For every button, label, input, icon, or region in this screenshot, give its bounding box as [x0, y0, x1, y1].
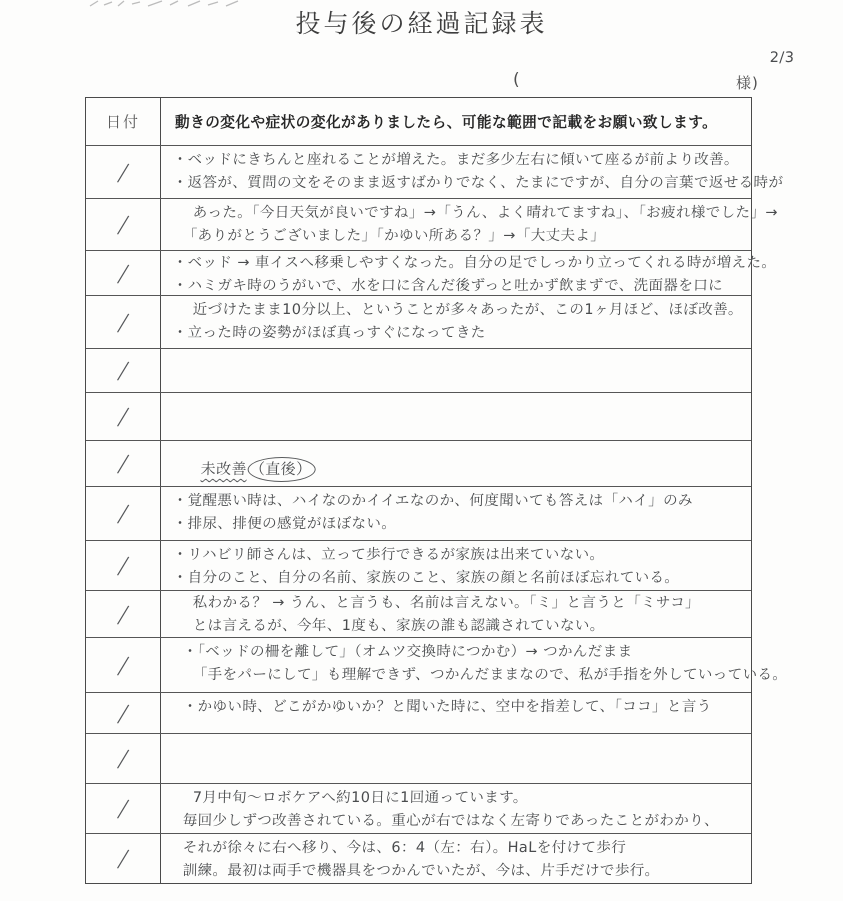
handwriting-line: ・かゆい時、どこがかゆいか？と聞いた時に、空中を指差して、「ココ」と言う — [182, 699, 712, 715]
handwriting-line: ・リハビリ師さんは、立って歩行できるが家族は出来ていない。 — [172, 547, 605, 563]
entry-cell — [161, 638, 788, 692]
handwriting-line: ・覚醒悪い時は、ハイなのかイイエなのか、何度聞いても答えは「ハイ」のみ — [172, 493, 694, 509]
date-slash: / — [115, 598, 131, 630]
handwriting-line: ・ハミガキ時のうがいで、水を口に含んだ後ずっと吐かず飲まずで、洗面器を口に — [172, 278, 724, 294]
table-row — [86, 591, 751, 638]
date-cell — [86, 441, 161, 486]
date-cell — [86, 251, 161, 295]
entry-cell — [161, 393, 751, 440]
entry-cell — [161, 251, 777, 295]
entry-cell — [161, 487, 751, 540]
entry-cell — [161, 441, 751, 486]
date-cell — [86, 541, 161, 590]
handwriting-line: あった。「今日天気が良いですね」→「うん、よく晴れてますね」、「お疲れ様でした」→ — [192, 205, 779, 221]
handwriting-line: 近づけたまま10分以上、ということが多々あったが、この1ヶ月ほど、ほぼ改善。 — [192, 302, 744, 318]
handwriting-line: 「手をパーにして」も理解できず、つかんだままなので、私が手指を外していっている。 — [192, 667, 788, 683]
table-row — [86, 251, 777, 296]
handwriting-line: それが徐々に右へ移り、今は、6：4（左：右）。HaLを付けて歩行 — [182, 840, 627, 856]
handwriting-line: ・立った時の姿勢がほぼ真っすぐになってきた — [172, 325, 486, 341]
name-field-close-label: 様) — [736, 74, 759, 92]
handwriting-line: ・自分のこと、自分の名前、家族のこと、家族の顔と名前ほぼ忘れている。 — [172, 570, 680, 586]
date-slash: / — [115, 156, 131, 188]
date-cell — [86, 638, 161, 692]
table-row — [86, 441, 751, 487]
handwriting-line: 私わかる？ → うん、と言うも、名前は言えない。「ミ」と言うと「ミサコ」 — [192, 595, 701, 611]
page-number: 2/3 — [769, 50, 795, 66]
column-header-date: 日付 — [86, 98, 161, 145]
handwriting-line: 「ありがとうございました」「かゆい所ある？」→「大丈夫よ」 — [182, 228, 606, 244]
entry-cell — [161, 296, 751, 348]
handwriting-line: ・返答が、質問の文をそのまま返すばかりでなく、たまにですが、自分の言葉で返せる時が — [172, 175, 784, 191]
date-slash: / — [115, 448, 131, 479]
handwriting-line: 7月中旬〜ロボケアへ約10日に1回通っています。 — [192, 790, 528, 806]
entry-cell — [161, 734, 751, 783]
handwriting-line: 毎回少しずつ改善されている。重心が右ではなく左寄りであったことがわかり、 — [182, 813, 720, 829]
table-header-row — [86, 98, 751, 146]
entry-cell — [161, 199, 778, 250]
date-slash: / — [115, 550, 131, 581]
date-slash: / — [115, 209, 131, 240]
date-slash: / — [115, 743, 131, 774]
table-row — [86, 784, 751, 834]
table-row — [86, 393, 751, 441]
date-cell — [86, 199, 161, 250]
handwriting-line: とは言えるが、今年、1度も、家族の誰も認識されていない。 — [192, 618, 605, 634]
handwriting-line: ・「ベッドの柵を離して」（オムツ交換時につかむ）→ つかんだまま — [182, 644, 633, 660]
date-cell — [86, 349, 161, 392]
date-slash: / — [115, 401, 131, 432]
date-cell — [86, 693, 161, 733]
handwriting-line: 訓練。最初は両手で機器具をつかんでいたが、今は、片手だけで歩行。 — [182, 863, 660, 879]
entry-cell — [161, 784, 751, 833]
table-row — [86, 146, 784, 199]
date-slash: / — [115, 697, 131, 729]
table-row — [86, 296, 751, 349]
date-slash: / — [115, 355, 131, 386]
entry-cell — [161, 693, 751, 733]
annotation-circled: （直後） — [248, 457, 316, 482]
table-row — [86, 487, 751, 541]
date-cell — [86, 487, 161, 540]
column-header-instruction: 動きの変化や症状の変化がありましたら、可能な範囲で記載をお願い致します。 — [175, 114, 718, 131]
date-cell — [86, 393, 161, 440]
date-cell — [86, 834, 161, 883]
entry-cell — [161, 591, 751, 637]
date-slash: / — [115, 257, 131, 289]
page-title: 投与後の経過記録表 — [295, 9, 548, 38]
entry-cell — [161, 834, 751, 883]
date-cell — [86, 784, 161, 833]
date-slash: / — [115, 649, 131, 681]
table-row — [86, 834, 751, 883]
date-cell — [86, 591, 161, 637]
date-cell — [86, 734, 161, 783]
table-row — [86, 349, 751, 393]
date-cell — [86, 296, 161, 348]
date-slash: / — [115, 498, 131, 529]
entry-cell — [161, 541, 751, 590]
annotation-unimproved — [200, 457, 751, 482]
date-slash: / — [115, 793, 131, 824]
handwriting-line: ・ベッド → 車イスへ移乗しやすくなった。自分の足でしっかり立ってくれる時が増えた。 — [172, 255, 777, 271]
name-field-open-paren: ( — [513, 70, 520, 90]
entry-cell — [161, 146, 784, 198]
table-row — [86, 638, 788, 693]
handwriting-line: ・排尿、排便の感覚がほぼない。 — [172, 516, 397, 532]
record-table — [85, 97, 788, 884]
date-cell — [86, 146, 161, 198]
entry-cell — [161, 349, 751, 392]
table-row — [86, 199, 779, 251]
table-row — [86, 693, 751, 734]
date-slash: / — [115, 843, 131, 874]
table-row — [86, 541, 751, 591]
date-slash: / — [115, 306, 131, 338]
table-row — [86, 734, 751, 784]
annotation-label: 未改善 — [200, 460, 248, 478]
handwriting-line: ・ベッドにきちんと座れることが増えた。まだ多少左右に傾いて座るが前より改善。 — [172, 152, 740, 168]
